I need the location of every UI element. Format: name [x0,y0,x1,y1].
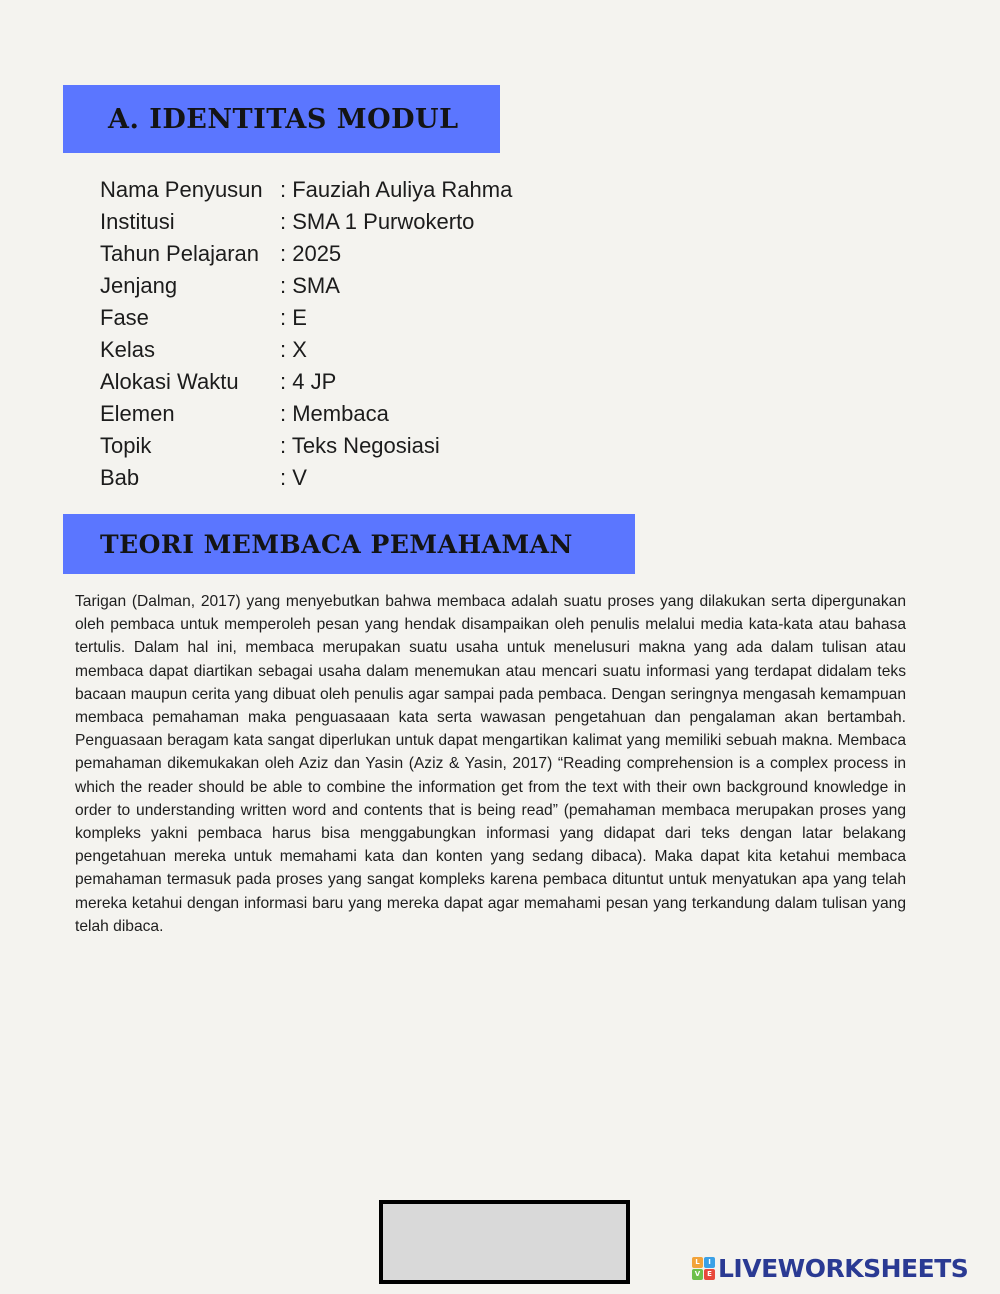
identity-value: : X [280,337,307,362]
answer-input-box[interactable] [379,1200,630,1284]
identity-row [100,206,512,238]
identity-label: Elemen [100,401,175,426]
identity-label: Jenjang [100,273,178,298]
liveworksheets-logo-icon [692,1257,715,1280]
identity-label: Fase [100,305,149,330]
identity-value: : Fauziah Auliya Rahma [280,177,513,202]
identity-label: Bab [100,465,140,490]
logo-letter: E [704,1269,715,1280]
liveworksheets-brand [692,1254,968,1283]
identity-value: : Teks Negosiasi [280,433,440,458]
identity-value: : V [280,465,307,490]
identity-label: Institusi [100,209,175,234]
identity-value: : SMA 1 Purwokerto [280,209,475,234]
identity-row [100,270,512,302]
identity-row [100,398,512,430]
identity-value: : 2025 [280,241,342,266]
identity-row [100,430,512,462]
identitas-heading: A. IDENTITAS MODUL [108,103,459,135]
identity-row [100,174,512,206]
identitas-heading-band [63,85,500,153]
identity-row [100,366,512,398]
identity-row [100,302,512,334]
identity-label: Nama Penyusun [100,177,263,202]
identity-row [100,334,512,366]
identity-list [100,174,512,494]
logo-letter: L [692,1257,703,1268]
brand-name: LIVEWORKSHEETS [718,1254,969,1283]
logo-letter: I [704,1257,715,1268]
identity-value: : Membaca [280,401,389,426]
identity-value: : SMA [280,273,340,298]
identity-row [100,462,512,494]
identity-label: Topik [100,433,152,458]
identity-value: : 4 JP [280,369,337,394]
identity-label: Kelas [100,337,156,362]
identity-value: : E [280,305,307,330]
identity-label: Tahun Pelajaran [100,241,260,266]
logo-letter: V [692,1269,703,1280]
teori-heading: TEORI MEMBACA PEMAHAMAN [100,529,573,559]
identity-label: Alokasi Waktu [100,369,239,394]
teori-heading-band [63,514,635,574]
theory-paragraph: Tarigan (Dalman, 2017) yang menyebutkan bahwa membaca adalah suatu proses yang dilakukan serta dipergunakan oleh pembaca untuk memperoleh pesan yang hendak disampaikan oleh penulis melalui media kata-kata atau bahasa tertulis. Dalam hal ini, membaca merupakan suatu usaha untuk menelusuri makna yang ada dalam tulisan atau membaca dapat diartikan sebagai usaha dalam menemukan atau mencari suatu informasi yang terdapat didalam teks bacaan maupun cerita yang dibuat oleh penulis agar sampai pada pembaca. Dengan seringnya mengasah kemampuan membaca pemahaman maka penguasaaan kata serta wawasan pengetahuan dan pengalaman akan bertambah. Penguasaan beragam kata sangat diperlukan untuk dapat mengartikan kalimat yang memiliki sebuah makna. Membaca pemahaman dikemukakan oleh Aziz dan Yasin (Aziz & Yasin, 2017) “Reading comprehension is a complex process in which the reader should be able to combine the information get from the text with their own background knowledge in order to understanding written word and contents that is being read” (pemahaman membaca merupakan proses yang kompleks yakni pembaca harus bisa menggabungkan informasi yang didapat dari teks dengan latar belakang pengetahuan mereka untuk memahami kata dan konten yang sedang dibaca). Maka dapat kita ketahui membaca pemahaman termasuk pada proses yang sangat kompleks karena pembaca dituntut untuk menyatukan apa yang telah mereka ketahui dengan informasi baru yang mereka dapat agar memahami pesan yang terkandung dalam tulisan yang telah dibaca. [75,593,906,935]
identity-row [100,238,512,270]
